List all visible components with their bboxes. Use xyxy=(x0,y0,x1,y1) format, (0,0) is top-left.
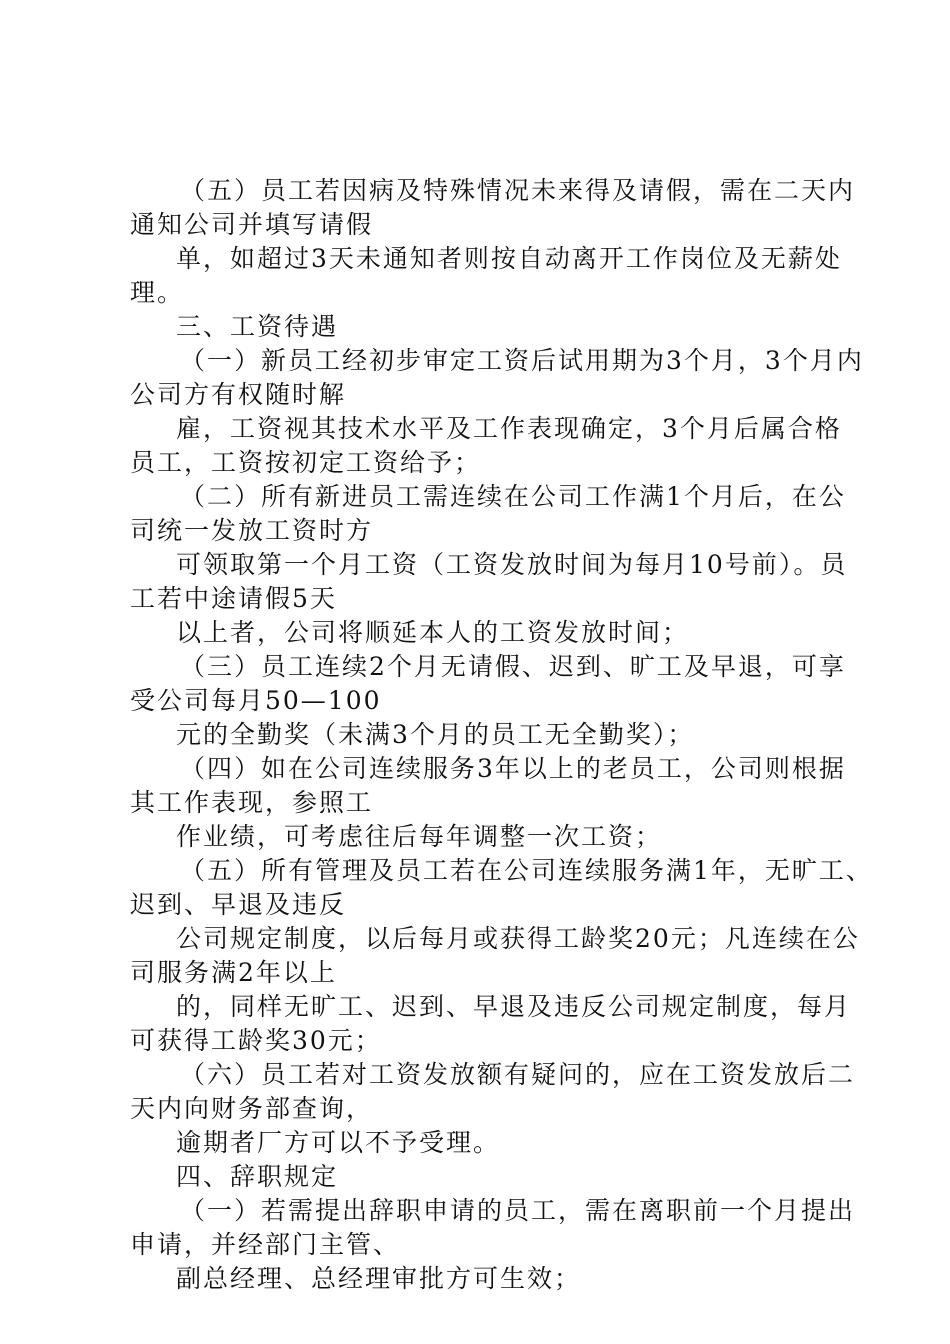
paragraph-line: （五）所有管理及员工若在公司连续服务满1年，无旷工、 xyxy=(180,856,873,885)
paragraph-line: 受公司每月50—100 xyxy=(130,686,382,715)
paragraph-line: 雇，工资视其技术水平及工作表现确定，3个月后属合格 xyxy=(176,414,842,443)
paragraph-line: 公司规定制度，以后每月或获得工龄奖20元；凡连续在公 xyxy=(176,924,860,953)
paragraph-line: 申请，并经部门主管、 xyxy=(130,1230,401,1259)
paragraph-line: 公司方有权随时解 xyxy=(130,380,347,409)
paragraph-line: 单，如超过3天未通知者则按自动离开工作岗位及无薪处 xyxy=(176,244,842,273)
paragraph-line: 其工作表现，参照工 xyxy=(130,788,374,817)
section-heading: 三、工资待遇 xyxy=(176,312,339,341)
paragraph-line: 副总经理、总经理审批方可生效； xyxy=(176,1264,582,1293)
paragraph-line: 作业绩，可考虑往后每年调整一次工资； xyxy=(176,822,663,851)
paragraph-line: 司统一发放工资时方 xyxy=(130,516,374,545)
paragraph-line: （四）如在公司连续服务3年以上的老员工，公司则根据 xyxy=(180,754,846,783)
paragraph-line: 迟到、早退及违反 xyxy=(130,890,347,919)
paragraph-line: 通知公司并填写请假 xyxy=(130,210,374,239)
paragraph-line: 天内向财务部查询， xyxy=(130,1094,374,1123)
section-heading: 四、辞职规定 xyxy=(176,1162,339,1191)
paragraph-line: （二）所有新进员工需连续在公司工作满1个月后，在公 xyxy=(180,482,846,511)
paragraph-line: 理。 xyxy=(130,278,185,307)
paragraph-line: （一）新员工经初步审定工资后试用期为3个月，3个月内 xyxy=(180,346,864,375)
document-body xyxy=(130,174,873,1296)
paragraph-line: 可获得工龄奖30元； xyxy=(130,1026,382,1055)
paragraph-line: 的，同样无旷工、迟到、早退及违反公司规定制度，每月 xyxy=(176,992,852,1021)
paragraph-line: 员工，工资按初定工资给予； xyxy=(130,448,482,477)
paragraph-line: 工若中途请假5天 xyxy=(130,584,337,613)
paragraph-line: 元的全勤奖（未满3个月的员工无全勤奖）； xyxy=(176,720,695,749)
paragraph-line: （三）员工连续2个月无请假、迟到、旷工及早退，可享 xyxy=(180,652,846,681)
paragraph-line: （六）员工若对工资发放额有疑问的，应在工资发放后二 xyxy=(180,1060,856,1089)
paragraph-line: 可领取第一个月工资（工资发放时间为每月10号前）。员 xyxy=(176,550,848,579)
paragraph-line: （一）若需提出辞职申请的员工，需在离职前一个月提出 xyxy=(180,1196,856,1225)
paragraph-line: （五）员工若因病及特殊情况未来得及请假，需在二天内 xyxy=(180,176,856,205)
paragraph-line: 以上者，公司将顺延本人的工资发放时间； xyxy=(176,618,690,647)
paragraph-line: 逾期者厂方可以不予受理。 xyxy=(176,1128,501,1157)
paragraph-line: 司服务满2年以上 xyxy=(130,958,337,987)
